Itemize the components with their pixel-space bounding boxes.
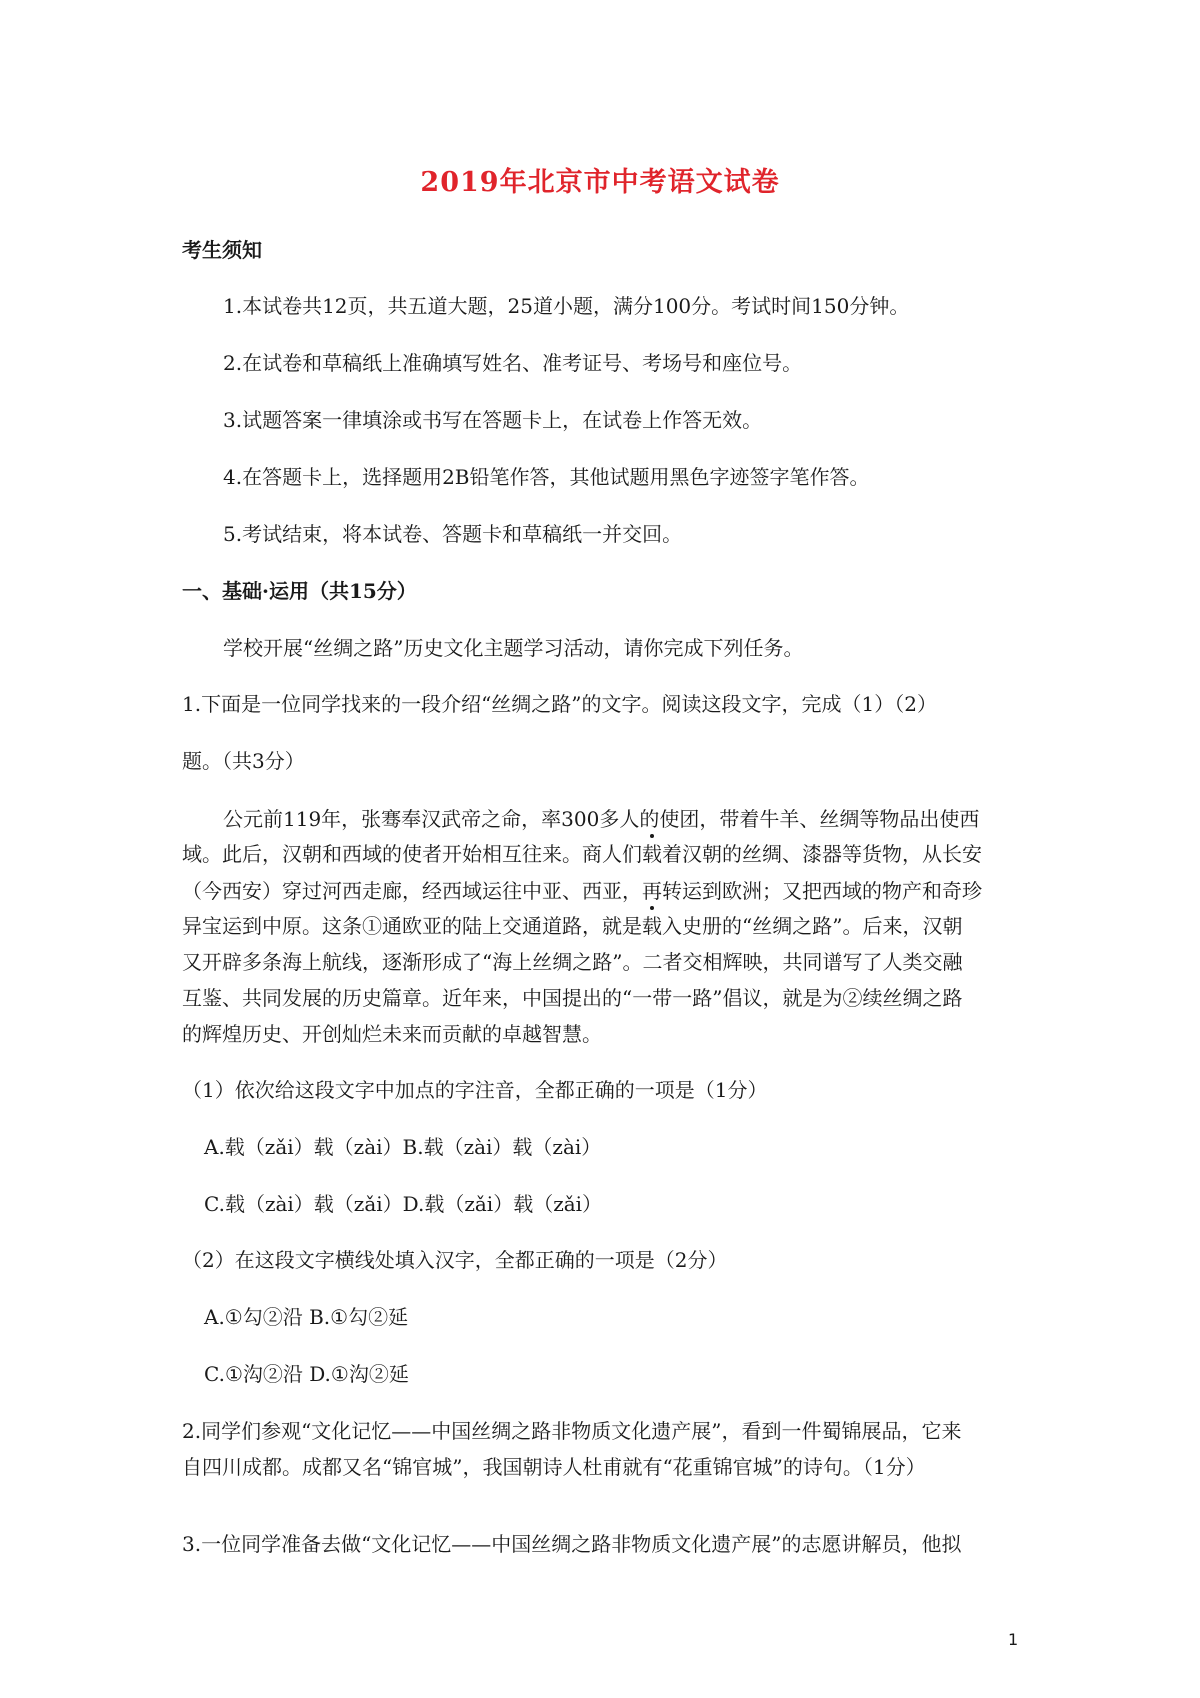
sub2-options-cd: C.①沟②沿 D.①沟②延 (204, 1362, 409, 1386)
passage-line-6: 互鉴、共同发展的历史篇章。近年来，中国提出的“一带一路”倡议，就是为②续丝绸之路 (182, 986, 963, 1010)
passage-line-7: 的辉煌历史、开创灿烂未来而贡献的卓越智慧。 (182, 1022, 602, 1046)
passage-line-5: 又开辟多条海上航线，逐渐形成了“海上丝绸之路”。二者交相辉映，共同谱写了人类交融 (182, 950, 963, 974)
notice-item-5: 5.考试结束，将本试卷、答题卡和草稿纸一并交回。 (223, 522, 683, 546)
passage-line-2 (182, 840, 982, 868)
passage-text: 入史册的“丝绸之路”。后来，汉朝 (662, 914, 963, 938)
passage-text: 异宝运到中原。这条①通欧亚的陆上交通道路，就是 (182, 914, 642, 938)
passage-line-3: （今西安）穿过河西走廊，经西域运往中亚、西亚，再转运到欧洲；又把西域的物产和奇珍 (182, 879, 982, 903)
notice-item-3: 3.试题答案一律填涂或书写在答题卡上，在试卷上作答无效。 (223, 408, 763, 432)
notice-item-2: 2.在试卷和草稿纸上准确填写姓名、准考证号、考场号和座位号。 (223, 351, 803, 375)
sub1-options-cd: C.载（zài）载（zǎi）D.载（zǎi）载（zǎi） (204, 1192, 603, 1216)
dotted-char: 载 (642, 914, 662, 938)
sub2-question: （2）在这段文字横线处填入汉字，全都正确的一项是（2分） (182, 1248, 728, 1272)
q1-line-2: 题。（共3分） (182, 749, 305, 773)
sub1-options-ab: A.载（zǎi）载（zài）B.载（zài）载（zài） (204, 1135, 602, 1159)
passage-line-1: 公元前119年，张骞奉汉武帝之命，率300多人的使团，带着牛羊、丝绸等物品出使西 (223, 807, 980, 831)
q2-line-2: 自四川成都。成都又名“锦官城”，我国朝诗人杜甫就有“花重锦官城”的诗句。（1分） (182, 1455, 926, 1479)
q2-line-1: 2.同学们参观“文化记忆——中国丝绸之路非物质文化遗产展”，看到一件蜀锦展品，它来 (182, 1419, 962, 1443)
notice-item-4: 4.在答题卡上，选择题用2B铅笔作答，其他试题用黑色字迹签字笔作答。 (223, 465, 870, 489)
section1-heading: 一、基础·运用（共15分） (182, 579, 417, 603)
notice-item-1: 1.本试卷共12页，共五道大题，25道小题，满分100分。考试时间150分钟。 (223, 294, 910, 318)
dotted-char: 载 (642, 842, 662, 866)
passage-text: 着汉朝的丝绸、漆器等货物，从长安 (662, 842, 982, 866)
sub2-options-ab: A.①勾②沿 B.①勾②延 (204, 1305, 409, 1329)
passage-line-4 (182, 912, 962, 940)
section1-intro: 学校开展“丝绸之路”历史文化主题学习活动，请你完成下列任务。 (223, 636, 804, 660)
q1-line-1: 1.下面是一位同学找来的一段介绍“丝绸之路”的文字。阅读这段文字，完成（1）（2） (182, 692, 937, 716)
passage-text: 域。此后，汉朝和西域的使者开始相互往来。商人们 (182, 842, 642, 866)
page-title: 2019年北京市中考语文试卷 (420, 167, 780, 198)
q3-line-1: 3.一位同学准备去做“文化记忆——中国丝绸之路非物质文化遗产展”的志愿讲解员，他拟 (182, 1532, 962, 1556)
sub1-question: （1）依次给这段文字中加点的字注音，全都正确的一项是（1分） (182, 1078, 768, 1102)
notice-heading: 考生须知 (182, 238, 262, 262)
page-number: 1 (1008, 1630, 1019, 1649)
